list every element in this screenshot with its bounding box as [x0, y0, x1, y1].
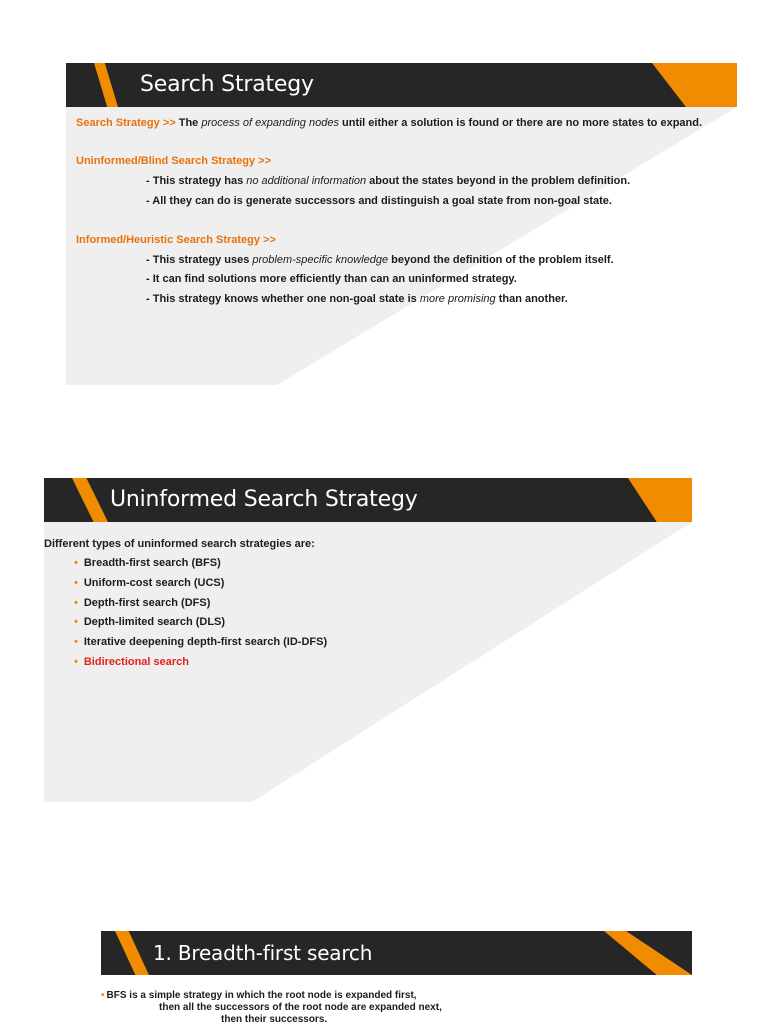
slide-title: 1. Breadth-first search: [153, 941, 373, 965]
bullet-marker: •: [101, 990, 105, 1001]
list-item-label: Uniform-cost search (UCS): [83, 577, 225, 589]
definition-label: Search Strategy >>: [76, 117, 176, 129]
bfs-line-3: then their successors.: [221, 1014, 328, 1024]
intro-text: Different types of uninformed search strategies are:: [44, 538, 315, 550]
header-accent-stripe: [72, 478, 108, 522]
u1-text-b: about the states beyond in the problem definition.: [366, 175, 631, 187]
slide-breadth-first-search: [101, 931, 692, 1024]
list-item: [74, 635, 327, 649]
bullet-marker: •: [74, 577, 78, 589]
bullet-marker: •: [74, 656, 78, 668]
bullet-marker: •: [74, 616, 78, 628]
i3-italic: more promising: [419, 293, 496, 305]
slide-title: Uninformed Search Strategy: [110, 487, 418, 512]
informed-point-2: - It can find solutions more efficiently than can an uninformed strategy.: [146, 273, 517, 285]
i1-text-b: beyond the definition of the problem itself.: [388, 254, 614, 266]
bfs-line-1-text: BFS is a simple strategy in which the root node is expanded first,: [106, 990, 417, 1001]
list-item: [74, 556, 221, 570]
uninformed-heading: Uninformed/Blind Search Strategy >>: [76, 155, 271, 167]
slide-search-strategy: [66, 63, 737, 385]
list-item: [74, 576, 224, 590]
uninformed-point-1: [146, 174, 630, 188]
header-accent-stripe: [115, 931, 149, 975]
definition-line: [76, 116, 702, 130]
bullet-marker: •: [74, 636, 78, 648]
definition-italic: process of expanding nodes: [201, 117, 339, 129]
u1-italic: no additional information: [246, 175, 367, 187]
i1-text-a: - This strategy uses: [146, 254, 253, 266]
definition-text: [179, 117, 702, 129]
slide-title: Search Strategy: [140, 72, 314, 97]
list-item-highlighted: [74, 655, 189, 669]
list-item-label: Depth-limited search (DLS): [83, 616, 226, 628]
header-accent-corner: [604, 931, 692, 975]
bullet-marker: •: [74, 557, 78, 569]
bullet-marker: •: [74, 597, 78, 609]
definition-text-a: The: [178, 117, 202, 129]
slide-header: [66, 63, 737, 107]
uninformed-point-2: - All they can do is generate successors and distinguish a goal state from non-goal state.: [146, 195, 612, 207]
i3-text-b: than another.: [495, 293, 568, 305]
list-item-label: Depth-first search (DFS): [83, 597, 211, 609]
header-accent-stripe: [94, 63, 118, 107]
u1-text-a: - This strategy has: [146, 175, 247, 187]
informed-point-3: [146, 292, 568, 306]
i3-text-a: - This strategy knows whether one non-goal state is: [146, 293, 420, 305]
bfs-line-2: then all the successors of the root node are expanded next,: [159, 1002, 442, 1013]
slide-header: [44, 478, 692, 522]
definition-text-b: until either a solution is found or there are no more states to expand.: [338, 117, 703, 129]
informed-point-1: [146, 253, 614, 267]
header-accent-corner: [628, 478, 692, 522]
informed-heading: Informed/Heuristic Search Strategy >>: [76, 234, 276, 246]
list-item-label: Bidirectional search: [83, 656, 190, 668]
list-item-label: Iterative deepening depth-first search (ID-DFS): [83, 636, 328, 648]
list-item-label: Breadth-first search (BFS): [83, 557, 221, 569]
i1-italic: problem-specific knowledge: [252, 254, 389, 266]
header-accent-corner: [652, 63, 737, 107]
slide-uninformed-search: [44, 478, 692, 802]
slide-header: [101, 931, 692, 975]
list-item: [74, 596, 210, 610]
list-item: [74, 615, 225, 629]
bfs-line-1: [101, 990, 417, 1002]
